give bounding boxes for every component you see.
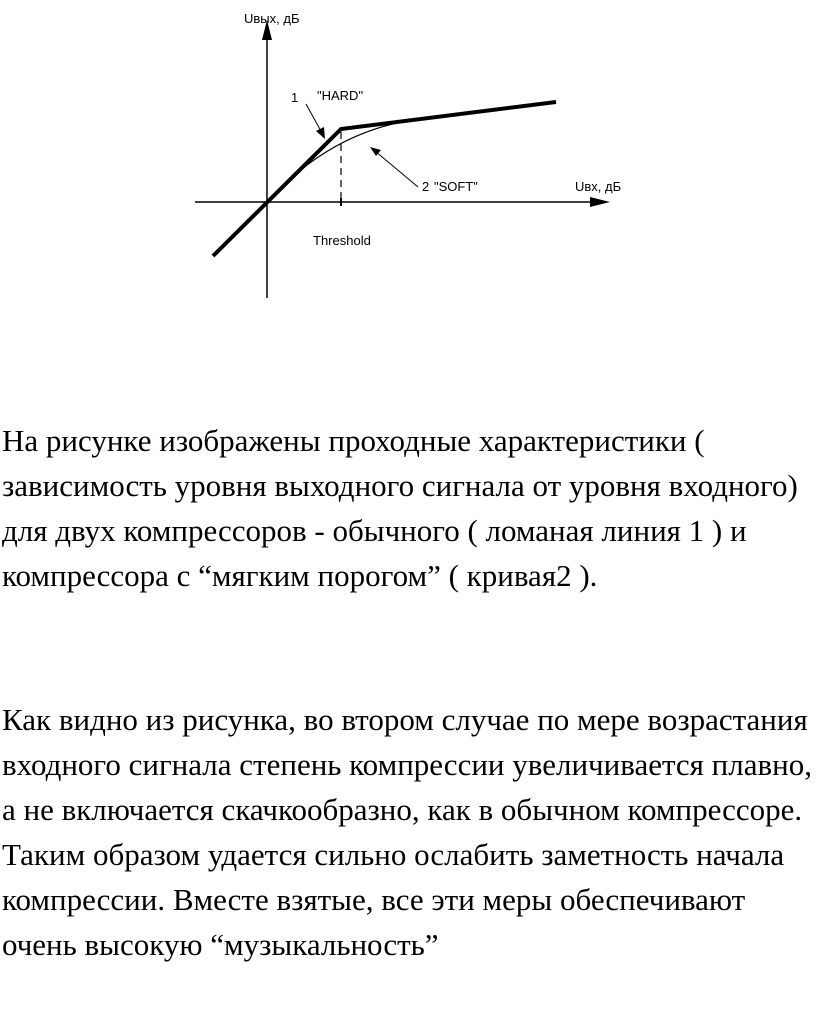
compressor-transfer-diagram xyxy=(0,0,816,330)
hard-pointer-arrowhead xyxy=(316,127,325,139)
y-axis-label: Uвых, дБ xyxy=(244,11,300,26)
description-paragraph-2: Как видно из рисунка, во втором случае по мере возрастания входного сигнала степень компрессии увеличивается плавно, а не включается скачкообразно, как в обычном компрессоре. Таким образом удается сильно ослабить заметность начала компрессии. Вместе взятые, все эти меры обеспечивают очень высокую “музыкальность” xyxy=(2,702,812,962)
hard-knee-curve xyxy=(213,102,556,256)
x-axis-label: Uвх, дБ xyxy=(575,179,622,194)
soft-curve-number: 2 xyxy=(422,179,430,194)
x-axis-arrow xyxy=(590,197,610,207)
soft-curve-label: "SOFT" xyxy=(434,179,478,194)
threshold-label: Threshold xyxy=(313,233,371,248)
hard-curve-number: 1 xyxy=(291,90,299,105)
hard-curve-label: "HARD" xyxy=(317,88,364,103)
soft-pointer-line xyxy=(375,151,418,187)
description-paragraph-1: На рисунке изображены проходные характеристики ( зависимость уровня выходного сигнала от уровня входного) для двух компрессоров - обычного ( ломаная линия 1 ) и компрессора с “мягким порогом” ( кривая2 ). xyxy=(2,423,798,593)
soft-knee-curve xyxy=(267,117,445,202)
hard-pointer-line xyxy=(306,104,322,133)
